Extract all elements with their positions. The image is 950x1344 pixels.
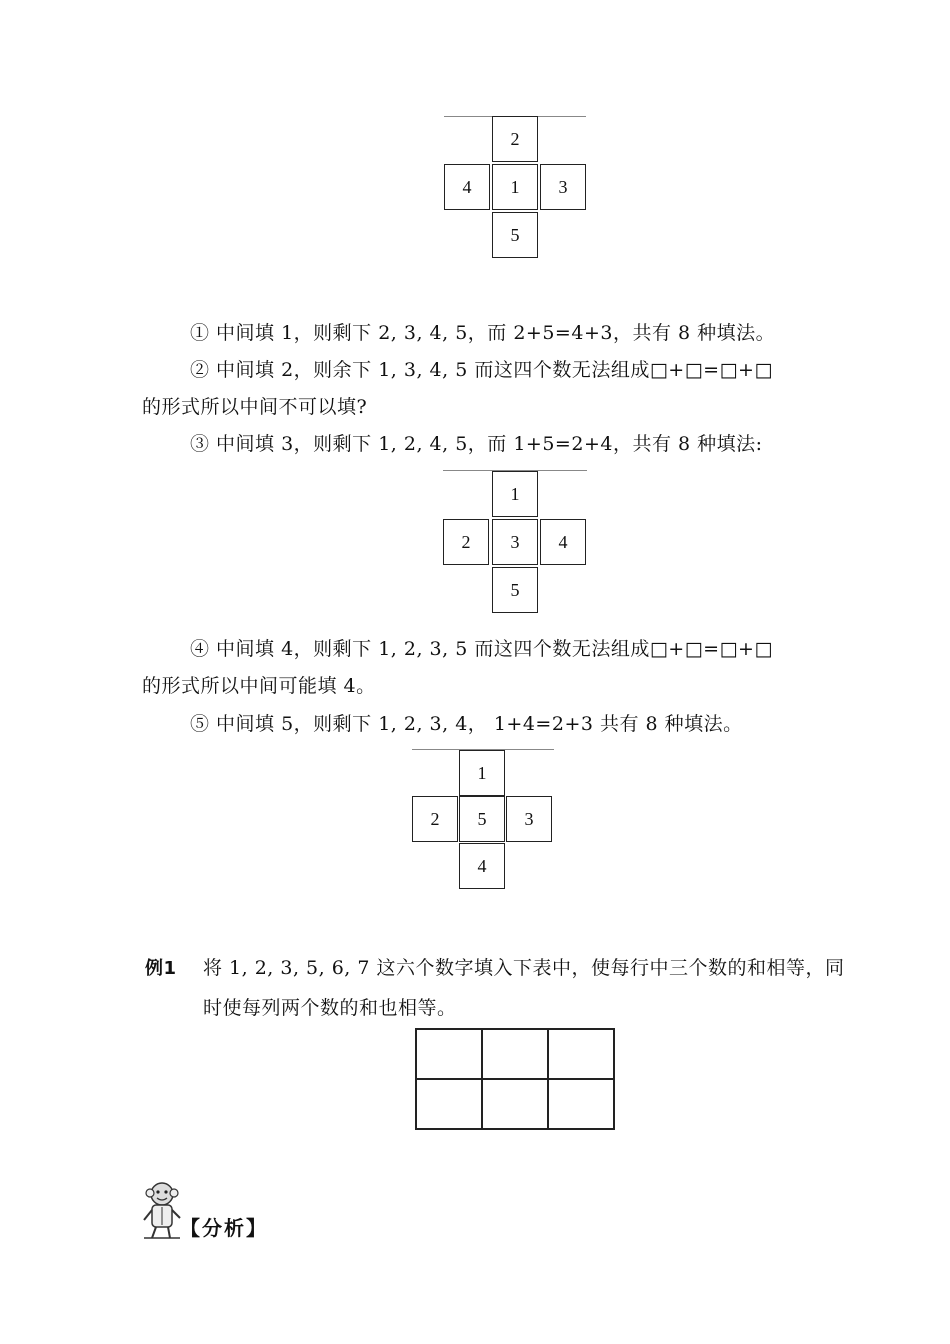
example-label: 例1	[145, 958, 177, 979]
cross2-center-cell: 3	[492, 519, 538, 565]
example-1-heading	[145, 955, 177, 982]
case-4-continuation: 的形式所以中间可能填 4。	[142, 675, 376, 697]
cross2-right-cell: 4	[540, 519, 586, 565]
cross1-center-cell: 1	[492, 164, 538, 210]
cross1-right-cell: 3	[540, 164, 586, 210]
case-1-text: ① 中间填 1，则剩下 2, 3, 4, 5，而 2+5=4+3，共有 8 种填法。	[190, 322, 776, 344]
example-1-text-line-2: 时使每列两个数的和也相等。	[203, 997, 457, 1019]
analysis-label: 【分析】	[180, 1216, 268, 1240]
cross2-left-cell: 2	[443, 519, 489, 565]
example-1-text-line-1: 将 1, 2, 3, 5, 6, 7 这六个数字填入下表中，使每行中三个数的和相等，同	[203, 957, 845, 979]
table-divider	[417, 1078, 613, 1080]
cross3-center-cell: 5	[459, 796, 505, 842]
case-5-text: ⑤ 中间填 5，则剩下 1, 2, 3, 4， 1+4=2+3 共有 8 种填法。	[190, 713, 743, 735]
monkey-mascot-icon	[140, 1180, 184, 1240]
cross2-top-cell: 1	[492, 471, 538, 517]
cross3-bottom-cell: 4	[459, 843, 505, 889]
cross3-top-cell: 1	[459, 750, 505, 796]
cross3-left-cell: 2	[412, 796, 458, 842]
case-4-text: ④ 中间填 4，则剩下 1, 2, 3, 5 而这四个数无法组成□+□=□+□	[190, 638, 773, 660]
cross1-top-cell: 2	[492, 116, 538, 162]
case-3-text: ③ 中间填 3，则剩下 1, 2, 4, 5，而 1+5=2+4，共有 8 种填法:	[190, 433, 763, 455]
cross1-left-cell: 4	[444, 164, 490, 210]
empty-2x3-table	[415, 1028, 615, 1130]
case-2-continuation: 的形式所以中间不可以填?	[142, 396, 368, 418]
cross1-bottom-cell: 5	[492, 212, 538, 258]
cross2-bottom-cell: 5	[492, 567, 538, 613]
cross3-right-cell: 3	[506, 796, 552, 842]
case-2-text: ② 中间填 2，则余下 1, 3, 4, 5 而这四个数无法组成□+□=□+□	[190, 359, 773, 381]
